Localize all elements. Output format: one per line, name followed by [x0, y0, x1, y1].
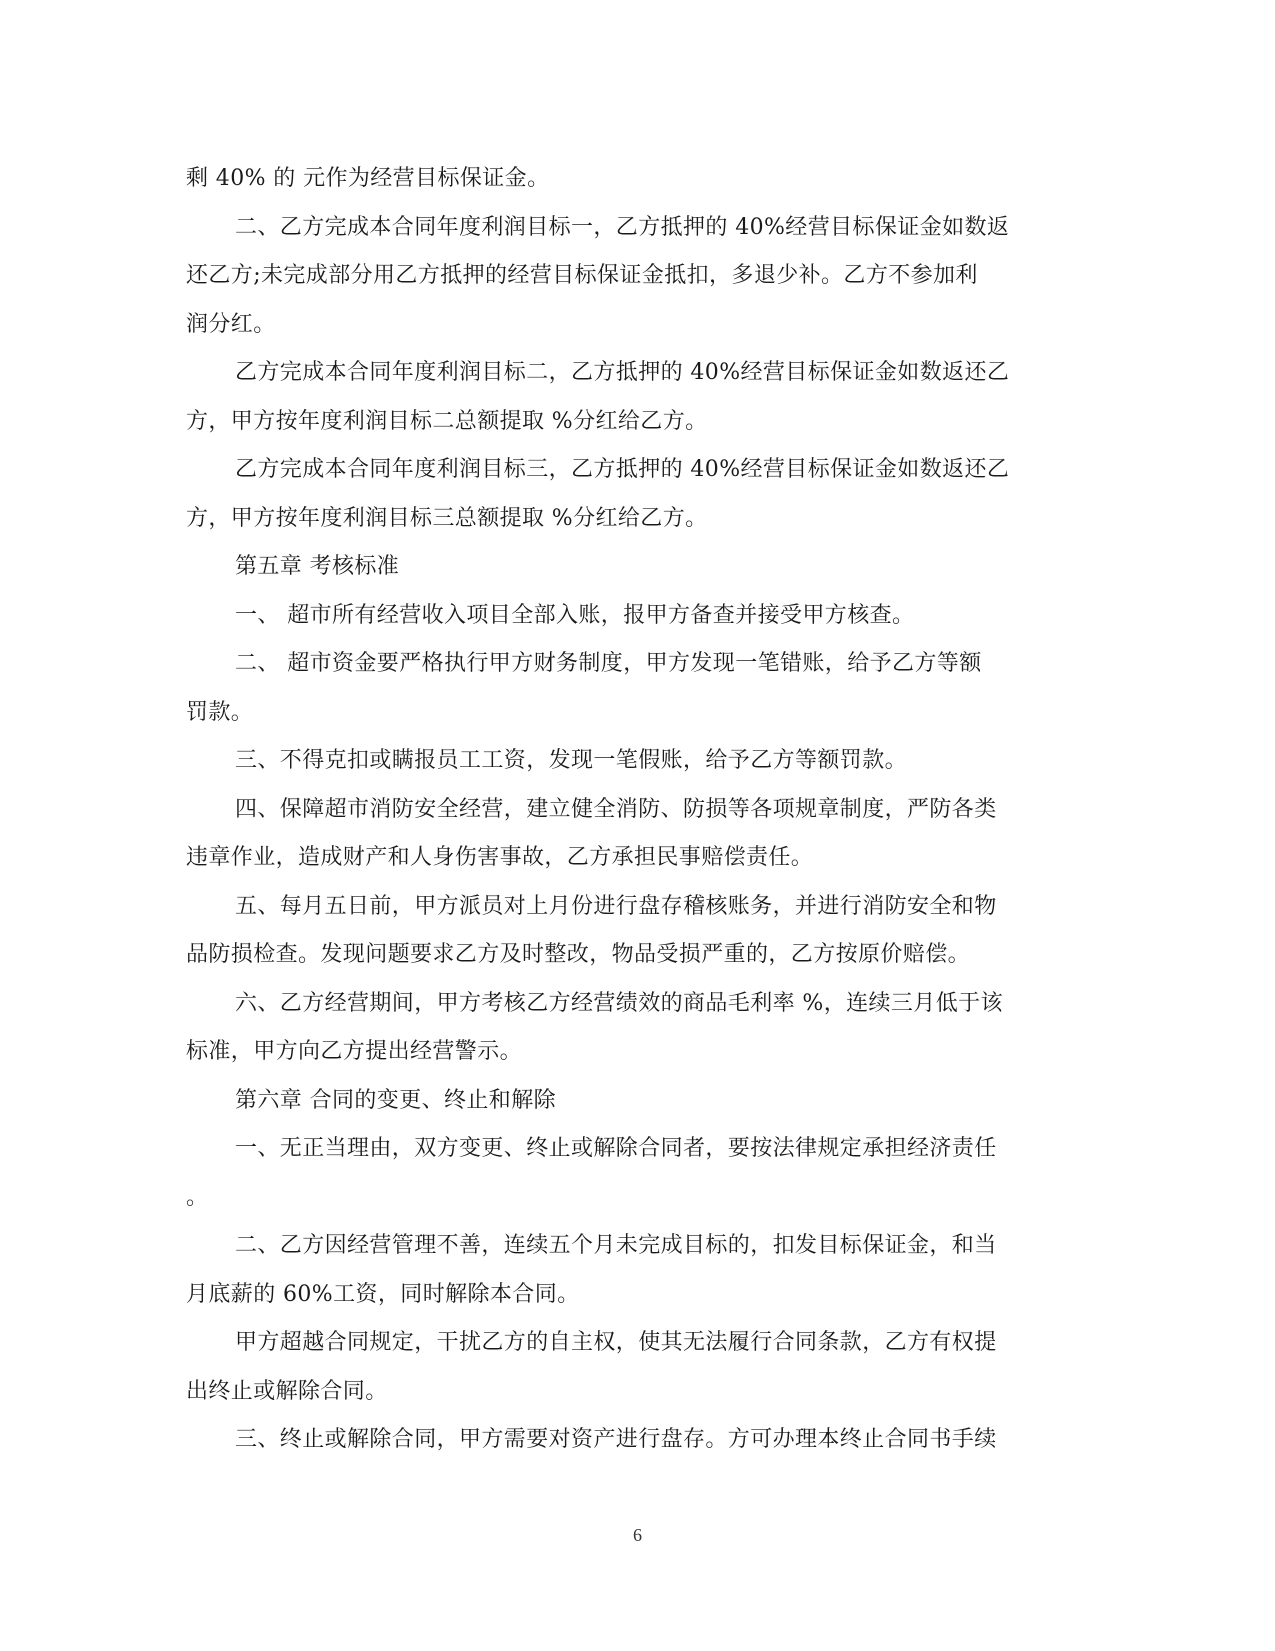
text-line: 剩 40% 的 元作为经营目标保证金。 [186, 166, 550, 191]
text-line: 二、乙方因经营管理不善，连续五个月未完成目标的，扣发目标保证金，和当 [235, 1233, 997, 1258]
text-line: 出终止或解除合同。 [186, 1378, 388, 1404]
text-line: 乙方完成本合同年度利润目标二，乙方抵押的 40%经营目标保证金如数返还乙 [235, 360, 1010, 385]
text-line: 甲方超越合同规定，干扰乙方的自主权，使其无法履行合同条款，乙方有权提 [235, 1330, 997, 1355]
text-line: 标准，甲方向乙方提出经营警示。 [186, 1039, 523, 1064]
text-line: 一、 超市所有经营收入项目全部入账，报甲方备查并接受甲方核查。 [235, 602, 915, 628]
text-line: 二、乙方完成本合同年度利润目标一，乙方抵押的 40%经营目标保证金如数返 [235, 214, 1010, 240]
text-line: 一、无正当理由，双方变更、终止或解除合同者，要按法律规定承担经济责任 [235, 1136, 997, 1161]
text-line: 品防损检查。发现问题要求乙方及时整改，物品受损严重的，乙方按原价赔偿。 [186, 942, 971, 967]
text-line: 六、乙方经营期间，甲方考核乙方经营绩效的商品毛利率 %，连续三月低于该 [235, 990, 1003, 1016]
text-line: 违章作业，造成财产和人身伤害事故，乙方承担民事赔偿责任。 [186, 845, 814, 870]
text-line: 还乙方;未完成部分用乙方抵押的经营目标保证金抵扣，多退少补。乙方不参加利 [186, 263, 978, 288]
text-line: 第五章 考核标准 [235, 554, 400, 579]
document-body [186, 155, 1086, 1465]
text-line: 月底薪的 60%工资，同时解除本合同。 [186, 1281, 580, 1307]
text-line: 。 [186, 1184, 209, 1210]
text-line: 润分红。 [186, 311, 276, 337]
text-line: 三、终止或解除合同，甲方需要对资产进行盘存。方可办理本终止合同书手续 [235, 1427, 997, 1452]
text-line: 罚款。 [186, 699, 254, 725]
text-line: 二、 超市资金要严格执行甲方财务制度，甲方发现一笔错账，给予乙方等额 [235, 651, 982, 676]
text-line: 方，甲方按年度利润目标三总额提取 %分红给乙方。 [186, 505, 708, 531]
text-line: 第六章 合同的变更、终止和解除 [235, 1087, 556, 1113]
page-number: 6 [633, 1525, 642, 1545]
text-line: 四、保障超市消防安全经营，建立健全消防、防损等各项规章制度，严防各类 [235, 796, 997, 822]
text-line: 三、不得克扣或瞒报员工工资，发现一笔假账，给予乙方等额罚款。 [235, 748, 908, 773]
text-line: 五、每月五日前，甲方派员对上月份进行盘存稽核账务，并进行消防安全和物 [235, 893, 997, 919]
text-line: 乙方完成本合同年度利润目标三，乙方抵押的 40%经营目标保证金如数返还乙 [235, 457, 1010, 482]
text-line: 方，甲方按年度利润目标二总额提取 %分红给乙方。 [186, 408, 708, 434]
